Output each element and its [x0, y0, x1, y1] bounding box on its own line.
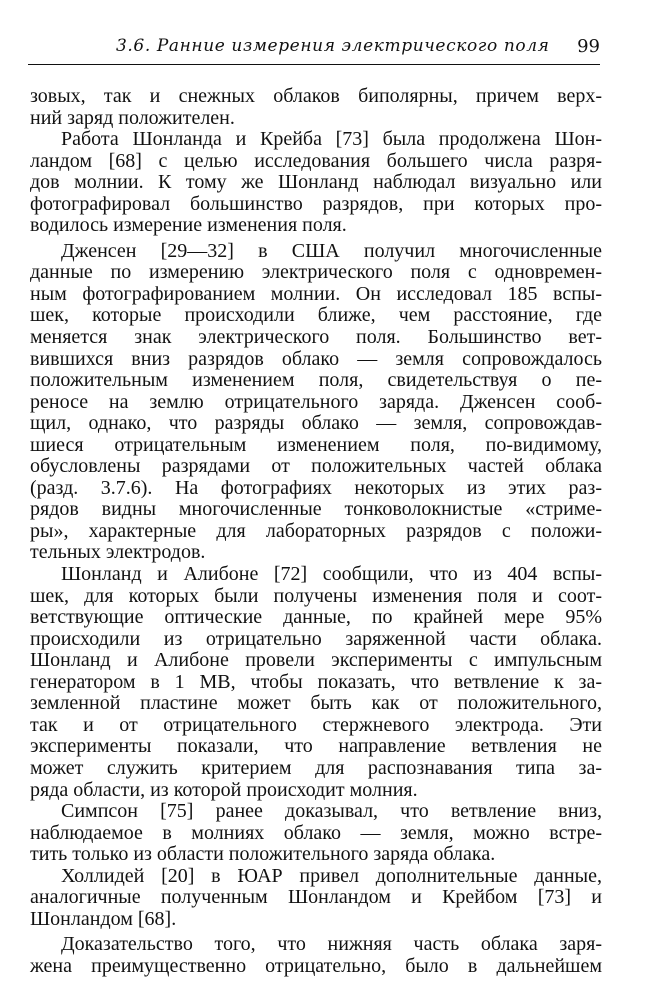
text-line: может служить критерием для распознавания типа за- [30, 756, 602, 779]
running-head [28, 34, 600, 64]
text-line: Шонланд и Алибоне провели эксперименты с импульсным [30, 649, 602, 672]
paragraph [30, 564, 602, 801]
text-line: ландом [68] с целью исследования большего числа разря- [30, 149, 602, 172]
paragraph [30, 866, 602, 931]
text-line: дов молнии. К тому же Шонланд наблюдал визуально или [30, 171, 602, 194]
text-line: жена преимущественно отрицательно, было в дальнейшем [30, 954, 602, 977]
paragraph [30, 241, 602, 564]
body-text [30, 86, 602, 977]
text-line: Дженсен [29—32] в США получил многочисленные [61, 239, 602, 262]
text-line: данные по измерению электрического поля с одновремен- [30, 261, 602, 284]
text-line: ряда области, из которой происходит молния. [30, 778, 418, 801]
section-title: 3.6. Ранние измерения электрического поля [116, 36, 550, 56]
paragraph [30, 801, 602, 866]
text-line: ний заряд положителен. [30, 106, 235, 129]
text-line: водилось измерение изменения поля. [30, 214, 347, 237]
text-line: Доказательство того, что нижняя часть облака заря- [61, 933, 602, 956]
text-line: тельных электродов. [30, 541, 206, 564]
text-line: генератором в 1 МВ, чтобы показать, что ветвление к за- [30, 670, 602, 693]
text-line: шиеся отрицательным изменением поля, по-видимому, [30, 433, 602, 456]
text-line: тить только из области положительного заряда облака. [30, 843, 496, 866]
text-line: земленной пластине может быть как от положительного, [30, 692, 602, 715]
text-line: эксперименты показали, что направление ветвления не [30, 735, 602, 758]
text-line: ветствующие оптические данные, по крайней мере 95% [30, 606, 602, 629]
paragraph [30, 934, 602, 977]
text-line: Шонландом [68]. [30, 907, 177, 930]
paragraph [30, 86, 602, 129]
text-line: положительным изменением поля, свидетельствуя о пе- [30, 369, 602, 392]
text-line: вившихся вниз разрядов облако — земля сопровождалось [30, 347, 602, 370]
text-line: наблюдаемое в молниях облако — земля, можно встре- [30, 821, 602, 844]
text-line: обусловлены разрядами от положительных частей облака [30, 455, 602, 478]
text-line: (разд. 3.7.6). На фотографиях некоторых из этих раз- [30, 476, 602, 499]
text-line: фотографировал большинство разрядов, при которых про- [30, 192, 602, 215]
text-line: щил, однако, что разряды облако — земля, сопровождав- [30, 412, 602, 435]
text-line: Шонланд и Алибоне [72] сообщили, что из 404 вспы- [61, 563, 602, 586]
paragraph [30, 129, 602, 237]
header-rule [28, 64, 600, 65]
text-line: Симпсон [75] ранее доказывал, что ветвление вниз, [61, 800, 602, 823]
text-line: реносе на землю отрицательного заряда. Дженсен сооб- [30, 390, 602, 413]
text-line: Холлидей [20] в ЮАР привел дополнительные данные, [61, 864, 602, 887]
text-line: Работа Шонланда и Крейба [73] была продолжена Шон- [61, 128, 602, 151]
page-number: 99 [577, 36, 600, 57]
text-line: зовых, так и снежных облаков биполярны, причем верх- [30, 85, 602, 107]
text-line: меняется знак электрического поля. Большинство вет- [30, 326, 602, 349]
text-line: ным фотографированием молнии. Он исследовал 185 вспы- [30, 282, 602, 305]
text-line: так и от отрицательного стержневого электрода. Эти [30, 713, 602, 736]
text-line: шек, для которых были получены изменения поля и соот- [30, 584, 602, 607]
text-line: шек, которые происходили ближе, чем расстояние, где [30, 304, 602, 327]
text-line: ры», характерные для лабораторных разрядов с положи- [30, 519, 602, 542]
text-line: аналогичные полученным Шонландом и Крейбом [73] и [30, 886, 602, 909]
text-line: рядов видны многочисленные тонковолокнистые «стриме- [30, 498, 602, 521]
text-line: происходили из отрицательно заряженной части облака. [30, 627, 602, 650]
